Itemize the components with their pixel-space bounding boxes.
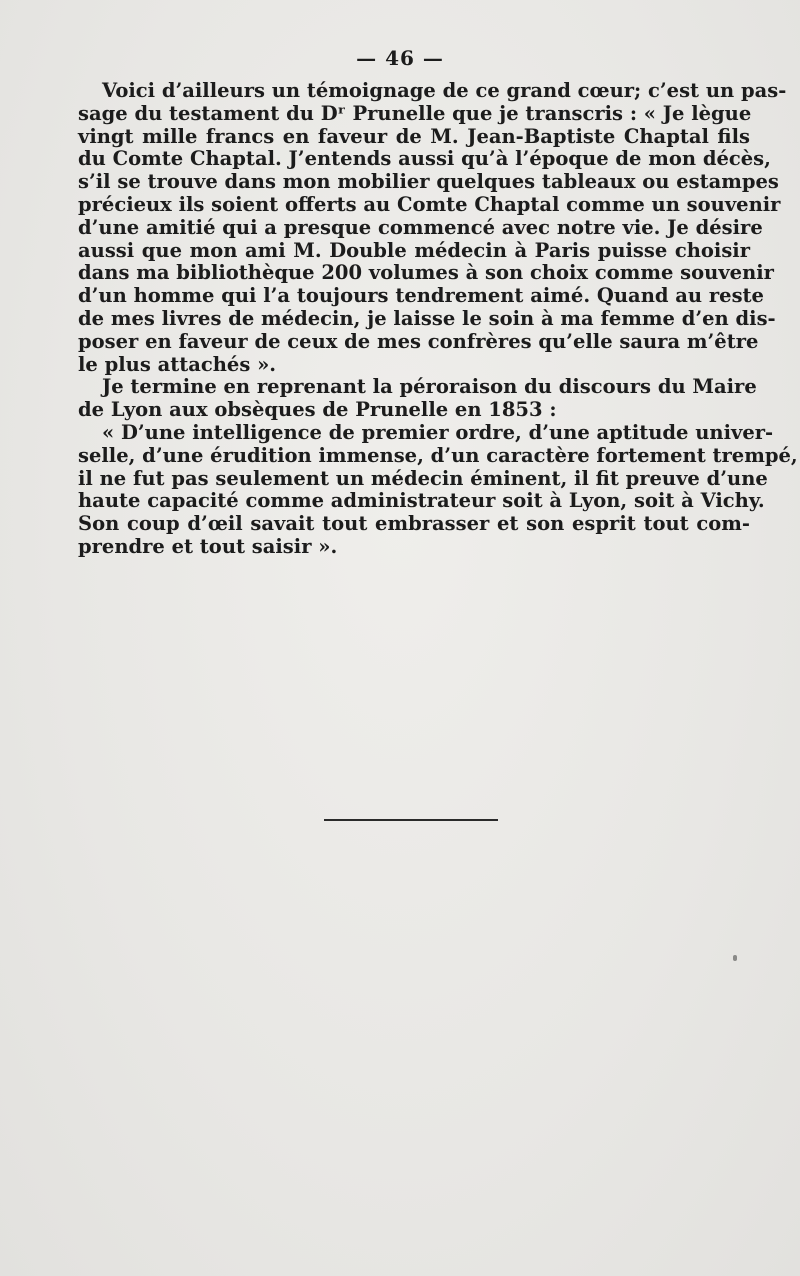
text-line: « D’une intelligence de premier ordre, d’une aptitude univer- bbox=[102, 420, 774, 444]
text-line: d’une amitié qui a presque commencé avec notre vie. Je désire bbox=[78, 215, 763, 239]
paper-speck bbox=[733, 955, 737, 961]
text-line: le plus attachés ». bbox=[78, 352, 277, 376]
text-line: précieux ils soient offerts au Comte Chaptal comme un souvenir bbox=[78, 192, 781, 216]
text-line: vingt mille francs en faveur de M. Jean-Baptiste Chaptal fils bbox=[78, 124, 750, 148]
text-line: Son coup d’œil savait tout embrasser et son esprit tout com- bbox=[78, 512, 750, 536]
text-line: sage du testament du Dʳ Prunelle que je transcris : « Je lègue bbox=[78, 101, 752, 125]
text-line: haute capacité comme administrateur soit à Lyon, soit à Vichy. bbox=[78, 489, 765, 513]
text-line: de mes livres de médecin, je laisse le soin à ma femme d’en dis- bbox=[78, 306, 776, 330]
text-line: d’un homme qui l’a toujours tendrement aimé. Quand au reste bbox=[78, 284, 764, 308]
text-line: prendre et tout saisir ». bbox=[78, 534, 338, 558]
text-line: il ne fut pas seulement un médecin éminent, il fit preuve d’une bbox=[78, 466, 768, 490]
section-end-rule bbox=[324, 819, 498, 821]
text-line: dans ma bibliothèque 200 volumes à son choix comme souvenir bbox=[78, 261, 774, 285]
text-line: selle, d’une érudition immense, d’un caractère fortement trempé, bbox=[78, 443, 798, 467]
text-line: aussi que mon ami M. Double médecin à Paris puisse choisir bbox=[78, 238, 750, 262]
text-line: Voici d’ailleurs un témoignage de ce grand cœur; c’est un pas- bbox=[102, 79, 787, 102]
text-line: du Comte Chaptal. J’entends aussi qu’à l’époque de mon décès, bbox=[78, 147, 771, 171]
text-line: s’il se trouve dans mon mobilier quelques tableaux ou estampes bbox=[78, 170, 779, 194]
text-line: de Lyon aux obsèques de Prunelle en 1853 : bbox=[78, 398, 557, 422]
text-line: Je termine en reprenant la péroraison du discours du Maire bbox=[102, 375, 757, 399]
text-line: poser en faveur de ceux de mes confrères qu’elle saura m’être bbox=[78, 329, 759, 353]
page-number: — 46 — bbox=[356, 46, 444, 70]
body-text bbox=[78, 79, 798, 559]
